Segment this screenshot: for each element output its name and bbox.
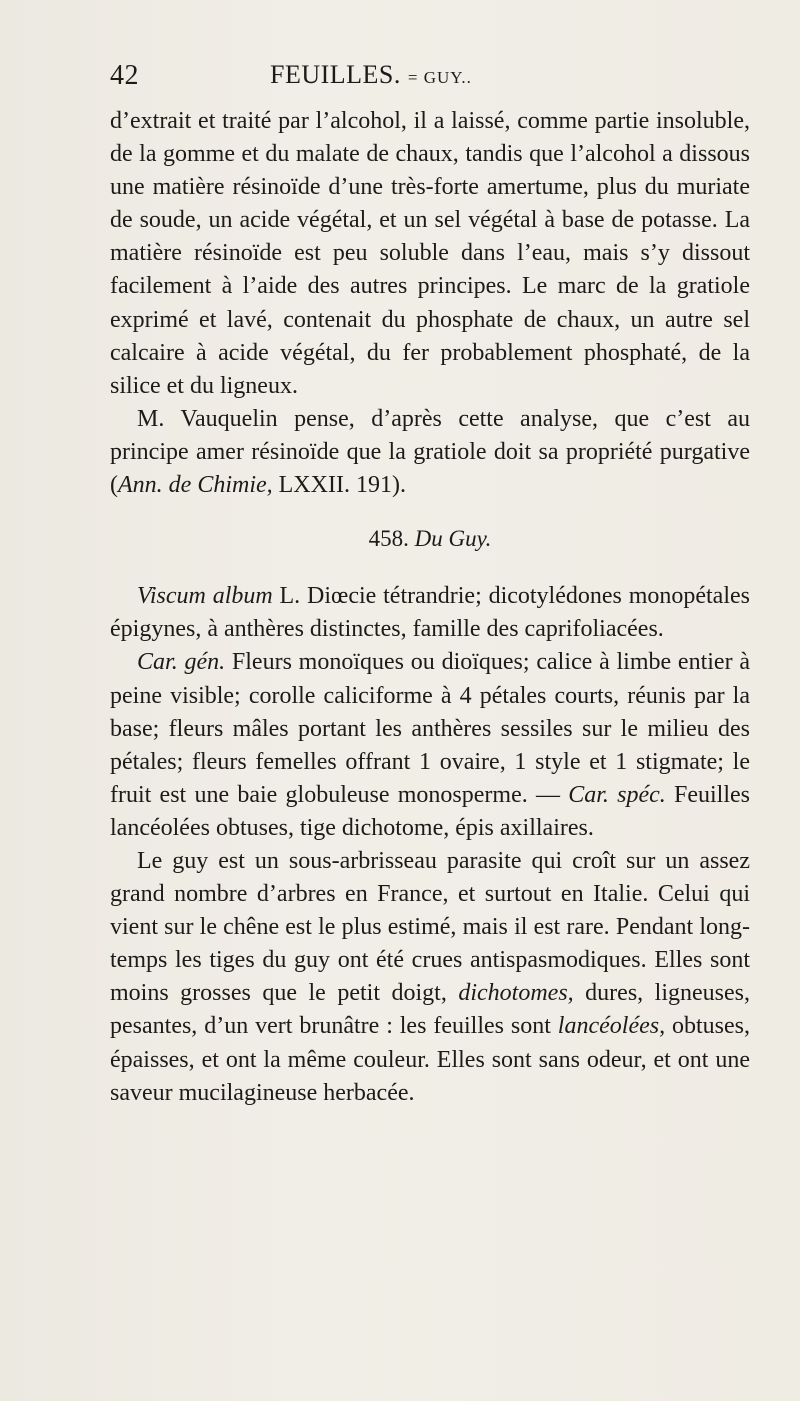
generic-characters-text: Fleurs monoïques ou dioïques; calice à limbe entier à peine visible; corolle caliciforme à 4 pétales courts, réunis par la base; fleurs mâles portant les anthères sessiles sur le milieu des pétales; fleurs femelles offrant 1 ovaire, 1 style et 1 stigmate; le fruit est une baie globuleuse monosperme. — xyxy=(110,649,750,808)
paragraph-vauquelin xyxy=(110,403,750,502)
section-number: 458. xyxy=(368,526,409,552)
specific-characters-text: Feuilles lancéolées obtuses, tige dichotome, épis axillaires. xyxy=(110,781,750,841)
running-title-sub: = GUY.. xyxy=(407,68,472,87)
description-italic-dichotomes: dichotomes, xyxy=(458,980,574,1007)
description-text-c: obtuses, épaisses, et ont la même couleur. Elles sont sans odeur, et ont une saveur mucilagineuse herbacée. xyxy=(110,1013,750,1106)
description-italic-lanceolees: lancéolées, xyxy=(557,1013,666,1040)
description-text-b: dures, ligneuses, pesantes, d’un vert brunâtre : les feuilles sont xyxy=(110,980,750,1040)
running-title xyxy=(270,60,472,90)
vauquelin-text: M. Vauquelin pense, d’après cette analyse, que c’est au principe amer résinoïde que la gratiole doit sa propriété purgative ( xyxy=(110,405,750,499)
paragraph-description xyxy=(110,845,750,1110)
section-title: Du Guy. xyxy=(414,526,492,552)
generic-characters-label: Car. gén. xyxy=(137,649,226,676)
classification-text: L. Diœcie tétrandrie; dicotylédones monopétales épigynes, à anthères distinctes, famille des caprifoliacées. xyxy=(110,583,750,643)
specific-characters-label: Car. spéc. xyxy=(568,781,666,808)
section-heading xyxy=(110,522,750,555)
body-text xyxy=(110,105,750,1110)
paragraph-characters xyxy=(110,646,750,845)
paragraph-classification xyxy=(110,580,750,646)
description-text-a: Le guy est un sous-arbrisseau parasite qui croît sur un assez grand nombre d’arbres en France, et surtout en Italie. Celui qui vient sur le chêne est le plus estimé, mais il est rare. Pendant long-temps les tiges du guy ont été crues antispasmodiques. Elles sont moins grosses que le petit doigt, xyxy=(110,847,750,1007)
running-title-main: FEUILLES. xyxy=(270,60,401,89)
page-number: 42 xyxy=(110,60,139,91)
reference-volume: LXXII. 191). xyxy=(272,472,406,499)
species-name: Viscum album xyxy=(137,583,273,610)
running-header xyxy=(110,60,740,100)
paragraph-extract: d’extrait et traité par l’alcohol, il a laissé, comme partie insoluble, de la gomme et du malate de chaux, tandis que l’alcohol a dissous une matière résinoïde d’une très-forte amertume, plus du muriate de soude, un acide végétal, et un sel végétal à base de potasse. La matière résinoïde est peu soluble dans l’eau, mais s’y dissout facilement à l’aide des autres principes. Le marc de la gratiole exprimé et lavé, contenait du phosphate de chaux, un autre sel calcaire à acide végétal, du fer probablement phosphaté, de la silice et du ligneux. xyxy=(110,108,750,399)
journal-reference: Ann. de Chimie, xyxy=(118,472,273,499)
